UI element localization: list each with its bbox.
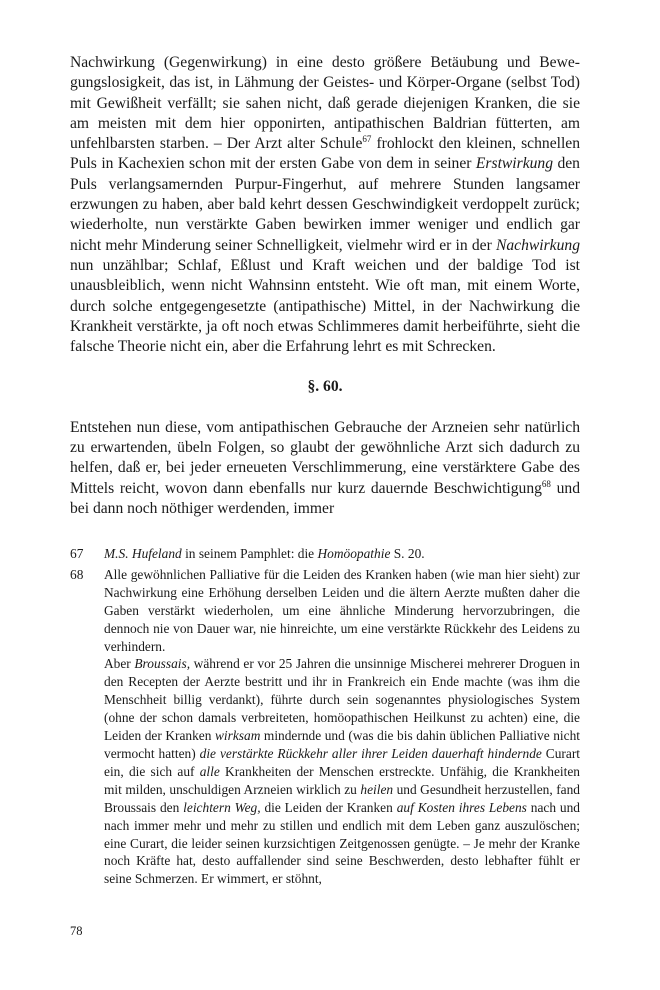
footnote-68	[70, 566, 580, 888]
footnote-number: 67	[70, 546, 84, 561]
footnote-text: M.S. Hufeland in seinem Pamphlet: die Homöopathie S. 20.	[104, 546, 425, 561]
main-text	[70, 53, 580, 519]
paragraph-2: Entstehen nun diese, vom antipathischen Gebrauche der Arzneien sehr natürlich zu erwartenden, übeln Folgen, so glaubt der gewöhnliche Arzt sich dadurch zu helfen, daß er, bei jeder erneueten Verschlimmerung, eine verstärktere Gabe des Mittels reicht, wovon dann ebenfalls nur kurz dauernde Beschwichtigung$^{68}$ und bei dann noch nöthiger werdenden, immer	[70, 418, 580, 517]
footnote-paragraph: Alle gewöhnlichen Palliative für die Leiden des Kranken haben (wie man hier sieht) zur Nachwirkung eine Erhöhung derselben Leiden und die ältern Aerzte mußten daher die Gaben verstärkt wiederholen, um eine ähnliche Minderung hervorzubringen, die dennoch nie von Dauer war, nie hinreichte, um eine verstärkte Rückkehr des Leidens zu verhindern.	[104, 566, 580, 654]
page-number: 78	[70, 924, 83, 938]
footnote-ref-68[interactable]: 68	[541, 478, 551, 489]
footnote-paragraph: Aber Broussais, während er vor 25 Jahren die unsinnige Mischerei mehrerer Droguen in den Recepten der Aerzte bestritt und ihr in Frankreich ein Ende machte (was ihm die Menschheit billig verdankt), führte durch sein sogenanntes physiologisches System (ohne der schon damals verbreiteten, homöopathischen Heilkunst zu achten) eine, die Leiden der Kranken wirksam mindernde und (was die bis dahin üblichen Palliative nicht vermocht hatten) die verstärkte Rückkehr aller ihrer Leiden dauerhaft hindernde Curart ein, die sich auf alle Krankheiten der Menschen erstreckte. Unfähig, die Krankheiten mit milden, unschuldigen Arzneien wirklich zu heilen und Gesundheit herzustellen, fand Broussais den leichtern Weg, die Leiden der Kranken auf Kosten ihres Lebens nach und nach immer mehr und mehr zu stillen und endlich mit dem Leben ganz auszulöschen; eine Curart, die leider seinen kurzsichtigen Zeitgenossen genügte. – Je mehr der Kranke noch Kräfte hat, desto auffallender sind seine Beschwerden, desto lebhafter fühlt er seine Schmerzen. Er wimmert, er stöhnt,	[104, 656, 580, 887]
footnote-number: 68	[70, 566, 84, 582]
footnote-ref-67[interactable]: 67	[362, 134, 372, 145]
footnote-67	[70, 545, 580, 563]
section-heading: §. 60.	[307, 378, 343, 396]
footnote-text	[104, 566, 580, 888]
paragraph-1: Nachwirkung (Gegenwirkung) in eine desto größere Betäubung und Bewegungslosigkeit, das ist, in Lähmung der Geistes- und Körper-Organe (selbst Tod) mit Gewißheit verfällt; sie sahen nicht, daß gerade diejenigen Kranken, die sie am meisten mit dem hier opponirten, antipathischen Baldrian fütterten, am unfehlbarsten starben. – Der Arzt alter Schule$^{67}$ frohlockt den kleinen, schnellen Puls in Kachexien schon mit der ersten Gabe von dem in seiner Erstwirkung den Puls verlangsamernden Purpur-Fingerhut, auf mehrere Stunden langsamer erzwungen zu haben, aber bald kehrt dessen Geschwindigkeit verdoppelt zurück; wiederholte, nun verstärkte Gaben bewirken immer weniger und endlich gar nicht mehr Minderung seiner Schnelligkeit, vielmehr wird er in der Nachwirkung nun unzählbar; Schlaf, Eßlust und Kraft weichen und der baldige Tod ist unausbleiblich, wenn nicht Wahnsinn entsteht. Wie oft man, mit einem Worte, durch solche entgegengesetzte (antipathische) Mittel, in der Nachwirkung die Krankheit verstärkte, ja oft noch etwas Schlimmeres damit herbeiführte, sieht die falsche Theorie nicht ein, aber die Erfahrung lehrt es mit Schrecken.	[70, 54, 581, 356]
footnotes	[70, 545, 580, 891]
